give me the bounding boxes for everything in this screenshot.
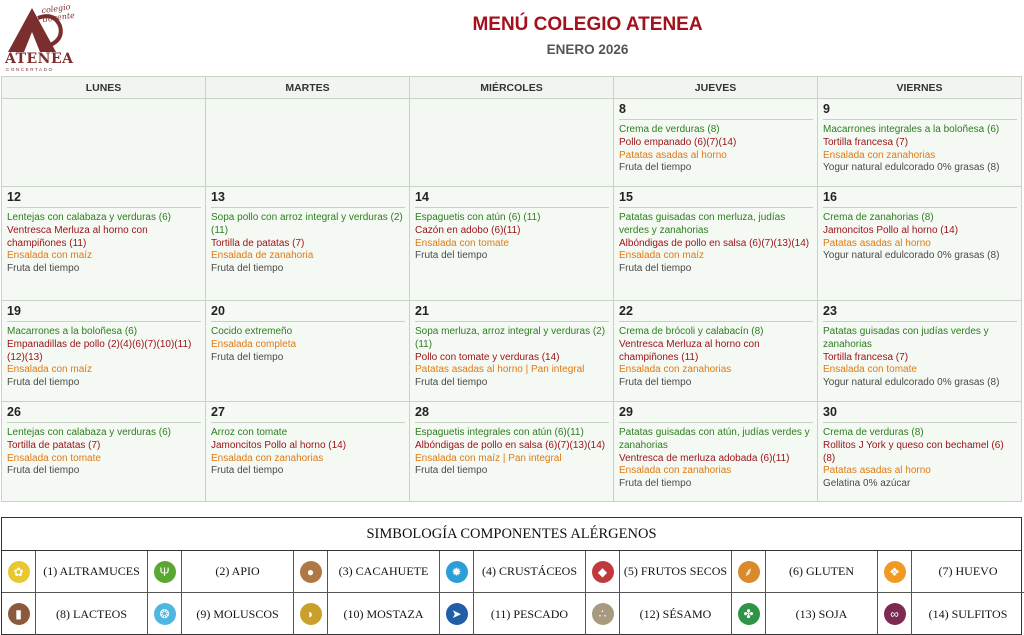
- allergen-icon-cell: [148, 593, 182, 635]
- menu-dish: Crema de verduras (8): [823, 427, 924, 438]
- allergen-label: (11) PESCADO: [474, 593, 586, 635]
- day-number: 26: [7, 405, 201, 423]
- lupin-icon: ✿: [8, 561, 30, 583]
- menu-dish: Fruta del tiempo: [415, 377, 488, 389]
- allergen-icon-cell: [586, 551, 620, 593]
- day-cell: [206, 301, 410, 402]
- day-number: 19: [7, 304, 201, 322]
- day-cell: [2, 187, 206, 301]
- allergen-label: (3) CACAHUETE: [328, 551, 440, 593]
- menu-dish: Crema de zanahorias (8): [823, 212, 934, 223]
- allergen-icon-cell: [878, 593, 912, 635]
- day-cell: [2, 301, 206, 402]
- allergen-icon-cell: [294, 551, 328, 593]
- fish-icon: ➤: [446, 603, 468, 625]
- menu-dish: Rollitos J York y queso con bechamel (6) (8): [823, 439, 1004, 464]
- day-cell: [818, 99, 1022, 187]
- day-cell: [818, 187, 1022, 301]
- allergen-icon-cell: [586, 593, 620, 635]
- menu-dish: Fruta del tiempo: [415, 250, 488, 262]
- shell-icon: ❂: [154, 603, 176, 625]
- logo-name: ATENEA: [5, 51, 74, 67]
- allergen-icon-cell: [294, 593, 328, 635]
- menu-dish: Ensalada con tomate: [823, 364, 917, 376]
- allergen-icon-cell: [732, 551, 766, 593]
- allergen-grid: [2, 551, 1021, 635]
- menu-dish: Jamoncitos Pollo al horno (14): [823, 224, 959, 236]
- day-cell: [614, 301, 818, 402]
- day-number: 30: [823, 405, 1017, 423]
- day-cell: [818, 301, 1022, 402]
- day-number: 28: [415, 405, 609, 423]
- menu-dish: Ensalada con zanahorias: [619, 364, 732, 376]
- day-cell: [206, 402, 410, 502]
- menu-dish: Tortilla de patatas (7): [211, 237, 305, 249]
- menu-dish: Patatas asadas al horno: [619, 149, 727, 161]
- sulphites-icon: ∞: [884, 603, 906, 625]
- day-number: 16: [823, 190, 1017, 208]
- allergen-icon-cell: [878, 551, 912, 593]
- menu-dish: Ventresca Merluza al horno con champiñones (11): [619, 338, 760, 363]
- menu-dish: Patatas guisadas con merluza, judías verdes y zanahorias: [619, 212, 786, 236]
- day-number: 22: [619, 304, 813, 322]
- menu-dish: Fruta del tiempo: [7, 377, 80, 389]
- school-logo: [2, 2, 74, 72]
- nut-icon: ◆: [592, 561, 614, 583]
- allergen-icon-cell: [732, 593, 766, 635]
- menu-dish: Macarrones integrales a la boloñesa (6): [823, 124, 1000, 135]
- allergen-label: (10) MOSTAZA: [328, 593, 440, 635]
- day-cell: [614, 402, 818, 502]
- crab-icon: ✹: [446, 561, 468, 583]
- menu-dish: Empanadillas de pollo (2)(4)(6)(7)(10)(11)(12)(13): [7, 338, 192, 363]
- calendar-week-row: [2, 99, 1022, 187]
- day-number: 12: [7, 190, 201, 208]
- soy-icon: ✤: [738, 603, 760, 625]
- day-cell: [614, 187, 818, 301]
- day-number: 9: [823, 102, 1017, 120]
- menu-dish: Espaguetis integrales con atún (6)(11): [415, 427, 584, 438]
- day-number: 14: [415, 190, 609, 208]
- menu-dish: Espaguetis con atún (6) (11): [415, 212, 541, 223]
- menu-dish: Ensalada con zanahorias: [211, 452, 324, 464]
- menu-dish: Ensalada con maíz: [7, 250, 93, 262]
- allergen-legend-title: SIMBOLOGÍA COMPONENTES ALÉRGENOS: [2, 518, 1021, 551]
- menu-dish: Ensalada con tomate: [7, 452, 101, 464]
- milk-icon: ▮: [8, 603, 30, 625]
- calendar-week-row: [2, 187, 1022, 301]
- calendar-body: [2, 99, 1022, 502]
- menu-dish: Fruta del tiempo: [619, 377, 692, 389]
- sesame-icon: ∴: [592, 603, 614, 625]
- egg-icon: ❖: [884, 561, 906, 583]
- empty-day-cell: [2, 99, 206, 187]
- menu-dish: Pollo con tomate y verduras (14): [415, 351, 560, 363]
- weekday-header: JUEVES: [614, 77, 818, 99]
- allergen-label: (14) SULFITOS: [928, 606, 1008, 621]
- allergen-icon-cell: [440, 593, 474, 635]
- menu-dish: Yogur natural edulcorado 0% grasas (8): [823, 250, 1000, 262]
- menu-dish: Yogur natural edulcorado 0% grasas (8): [823, 162, 1000, 174]
- allergen-label: (5) FRUTOS SECOS: [620, 551, 732, 593]
- allergen-label: (8) LACTEOS: [36, 593, 148, 635]
- menu-dish: Arroz con tomate: [211, 427, 288, 438]
- menu-dish: Ensalada con tomate: [415, 237, 509, 249]
- allergen-icon-cell: [148, 551, 182, 593]
- menu-dish: Fruta del tiempo: [619, 162, 692, 174]
- menu-dish: Lentejas con calabaza y verduras (6): [7, 212, 171, 223]
- day-number: 23: [823, 304, 1017, 322]
- day-cell: [614, 99, 818, 187]
- allergen-label: (6) GLUTEN: [766, 551, 878, 593]
- menu-dish: Fruta del tiempo: [211, 465, 284, 477]
- menu-dish: Albóndigas de pollo en salsa (6)(7)(13)(14): [619, 237, 810, 249]
- menu-dish: Fruta del tiempo: [211, 263, 284, 275]
- page-title: MENÚ COLEGIO ATENEA: [472, 14, 703, 35]
- allergen-icon-cell: [2, 593, 36, 635]
- menu-dish: Crema de brócoli y calabacín (8): [619, 326, 764, 337]
- allergen-icon-cell: [440, 551, 474, 593]
- allergen-label: (12) SÉSAMO: [620, 593, 732, 635]
- weekday-header: MIÉRCOLES: [410, 77, 614, 99]
- day-cell: [818, 402, 1022, 502]
- day-number: 20: [211, 304, 405, 322]
- logo-script: colegio docente: [40, 2, 76, 25]
- menu-dish: Ventresca Merluza al horno con champiñones (11): [7, 224, 148, 249]
- menu-dish: Yogur natural edulcorado 0% grasas (8): [823, 377, 1000, 389]
- day-cell: [410, 301, 614, 402]
- menu-dish: Fruta del tiempo: [7, 465, 80, 477]
- menu-dish: Lentejas con calabaza y verduras (6): [7, 427, 171, 438]
- menu-dish: Patatas asadas al horno: [823, 237, 931, 249]
- allergen-legend: [1, 517, 1022, 635]
- menu-dish: Sopa pollo con arroz integral y verduras (2)(11): [211, 212, 403, 236]
- mustard-icon: ◗: [300, 603, 322, 625]
- menu-dish: Ensalada con zanahorias: [619, 465, 732, 477]
- menu-dish: Ensalada con maíz: [7, 364, 93, 376]
- menu-dish: Tortilla de patatas (7): [7, 439, 101, 451]
- day-number: 13: [211, 190, 405, 208]
- menu-dish: Gelatina 0% azúcar: [823, 478, 911, 490]
- allergen-label: (9) MOLUSCOS: [182, 593, 294, 635]
- menu-dish: Patatas guisadas con judías verdes y zanahorias: [823, 326, 989, 350]
- menu-dish: Jamoncitos Pollo al horno (14): [211, 439, 347, 451]
- day-number: 15: [619, 190, 813, 208]
- logo-subtitle: CONCERTADO: [6, 67, 54, 72]
- menu-dish: Pollo empanado (6)(7)(14): [619, 136, 737, 148]
- menu-dish: Ensalada de zanahoria: [211, 250, 314, 262]
- calendar-week-row: [2, 402, 1022, 502]
- weekday-header-row: [2, 77, 1022, 99]
- menu-dish: Ensalada completa: [211, 338, 297, 350]
- menu-dish: Ventresca de merluza adobada (6)(11): [619, 452, 790, 464]
- allergen-label: (7) HUEVO: [912, 551, 1024, 593]
- menu-calendar: [1, 76, 1022, 502]
- wheat-icon: ⸙: [738, 561, 760, 583]
- menu-dish: Ensalada con maíz | Pan integral: [415, 452, 562, 464]
- calendar-week-row: [2, 301, 1022, 402]
- allergen-label: (13) SOJA: [766, 593, 878, 635]
- allergen-label: (1) ALTRAMUCES: [36, 551, 148, 593]
- menu-dish: Patatas asadas al horno | Pan integral: [415, 364, 585, 376]
- menu-dish: Fruta del tiempo: [7, 263, 80, 275]
- weekday-header: LUNES: [2, 77, 206, 99]
- menu-dish: Cocido extremeño: [211, 326, 293, 337]
- day-number: 27: [211, 405, 405, 423]
- weekday-header: VIERNES: [818, 77, 1022, 99]
- menu-dish: Sopa merluza, arroz integral y verduras (2)(11): [415, 326, 606, 350]
- menu-dish: Ensalada con zanahorias: [823, 149, 936, 161]
- menu-dish: Albóndigas de pollo en salsa (6)(7)(13)(14): [415, 439, 606, 451]
- day-number: 21: [415, 304, 609, 322]
- menu-dish: Fruta del tiempo: [619, 263, 692, 275]
- menu-dish: Fruta del tiempo: [619, 478, 692, 490]
- menu-dish: Patatas asadas al horno: [823, 465, 931, 477]
- allergen-label: (4) CRUSTÁCEOS: [474, 551, 586, 593]
- day-number: 8: [619, 102, 813, 120]
- page-subtitle: ENERO 2026: [546, 42, 629, 57]
- menu-dish: Patatas guisadas con atún, judías verdes y zanahorias: [619, 427, 810, 451]
- day-cell: [206, 187, 410, 301]
- menu-dish: Cazón en adobo (6)(11): [415, 224, 521, 236]
- menu-dish: Macarrones a la boloñesa (6): [7, 326, 138, 337]
- menu-dish: Crema de verduras (8): [619, 124, 720, 135]
- menu-dish: Fruta del tiempo: [211, 351, 284, 363]
- celery-icon: Ψ: [154, 561, 176, 583]
- menu-dish: Ensalada con maíz: [619, 250, 705, 262]
- day-cell: [410, 187, 614, 301]
- day-number: 29: [619, 405, 813, 423]
- menu-dish: Tortilla francesa (7): [823, 136, 909, 148]
- peanut-icon: ●: [300, 561, 322, 583]
- empty-day-cell: [410, 99, 614, 187]
- menu-dish: Tortilla francesa (7): [823, 351, 909, 363]
- weekday-header: MARTES: [206, 77, 410, 99]
- day-cell: [410, 402, 614, 502]
- empty-day-cell: [206, 99, 410, 187]
- allergen-icon-cell: [2, 551, 36, 593]
- allergen-label: (2) APIO: [182, 551, 294, 593]
- menu-dish: Fruta del tiempo: [415, 465, 488, 477]
- day-cell: [2, 402, 206, 502]
